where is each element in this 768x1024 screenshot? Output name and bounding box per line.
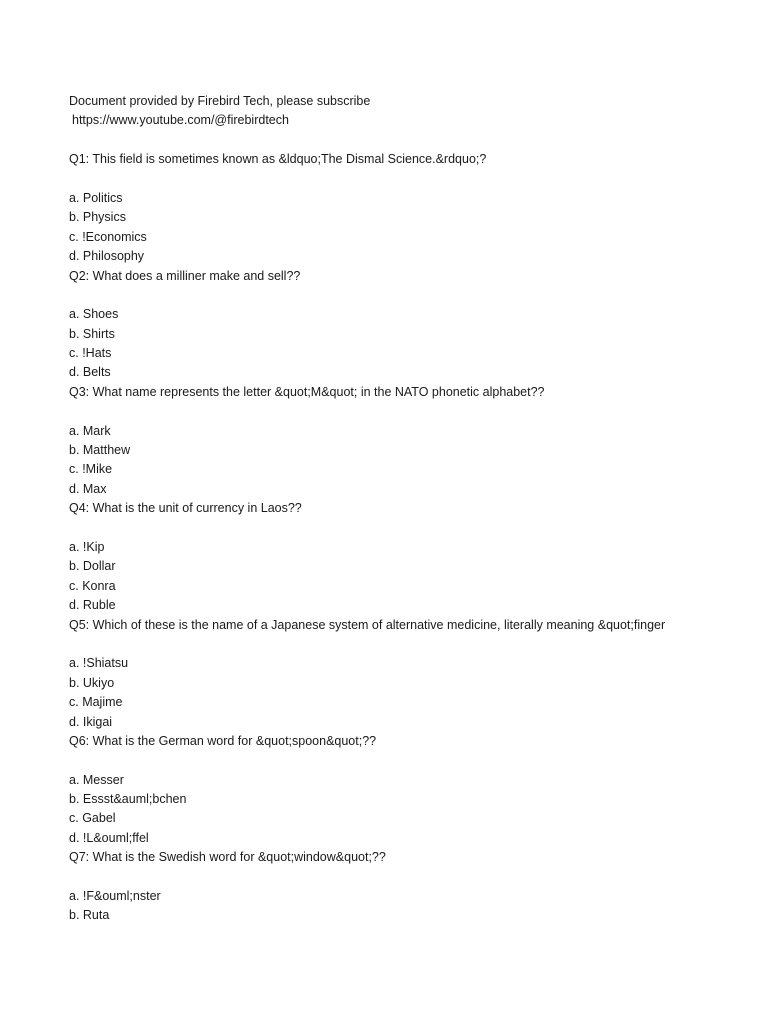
answer-option: a. Politics	[69, 190, 123, 205]
question-text: Q1: This field is sometimes known as &ldquo;The Dismal Science.&rdquo;?	[69, 152, 487, 167]
answer-option: d. !L&ouml;ffel	[69, 830, 149, 845]
answer-option: d. Ikigai	[69, 714, 113, 729]
answer-option: a. !Kip	[69, 539, 105, 554]
spacer	[69, 635, 673, 654]
question-text: Q4: What is the unit of currency in Laos??	[69, 501, 302, 516]
question-text: Q2: What does a milliner make and sell??	[69, 268, 301, 283]
answer-option: c. !Hats	[69, 346, 112, 361]
question-text: Q5: Which of these is the name of a Japanese system of alternative medicine, literally meaning &quot;finger	[69, 617, 666, 632]
spacer	[69, 131, 673, 150]
answer-option: d. Philosophy	[69, 249, 145, 264]
question-text: Q6: What is the German word for &quot;spoon&quot;??	[69, 733, 377, 748]
answer-option: b. Shirts	[69, 326, 115, 341]
question-text: Q7: What is the Swedish word for &quot;window&quot;??	[69, 850, 386, 865]
answer-option: a. Messer	[69, 772, 124, 787]
answer-option: b. Physics	[69, 210, 126, 225]
spacer	[69, 868, 673, 887]
answer-option: d. Max	[69, 481, 107, 496]
answer-option: c. Konra	[69, 578, 116, 593]
document-page	[69, 92, 673, 926]
answer-option: a. Shoes	[69, 307, 119, 322]
answer-option: b. Ruta	[69, 908, 110, 923]
answer-option: a. Mark	[69, 423, 111, 438]
spacer	[69, 751, 673, 770]
url-line: https://www.youtube.com/@firebirdtech	[72, 113, 289, 128]
answer-option: b. Matthew	[69, 443, 131, 458]
question-text: Q3: What name represents the letter &quot;M&quot; in the NATO phonetic alphabet??	[69, 384, 545, 399]
answer-option: d. Belts	[69, 365, 111, 380]
answer-option: c. !Mike	[69, 462, 113, 477]
answer-option: c. Gabel	[69, 811, 116, 826]
spacer	[69, 170, 673, 189]
answer-option: a. !Shiatsu	[69, 656, 129, 671]
answer-option: b. Ukiyo	[69, 675, 115, 690]
answer-option: c. !Economics	[69, 229, 147, 244]
spacer	[69, 402, 673, 421]
spacer	[69, 519, 673, 538]
answer-option: d. Ruble	[69, 598, 116, 613]
spacer	[69, 286, 673, 305]
answer-option: b. Dollar	[69, 559, 116, 574]
answer-option: a. !F&ouml;nster	[69, 889, 161, 904]
answer-option: b. Essst&auml;bchen	[69, 792, 187, 807]
answer-option: c. Majime	[69, 695, 123, 710]
provider-line: Document provided by Firebird Tech, please subscribe	[69, 94, 371, 108]
